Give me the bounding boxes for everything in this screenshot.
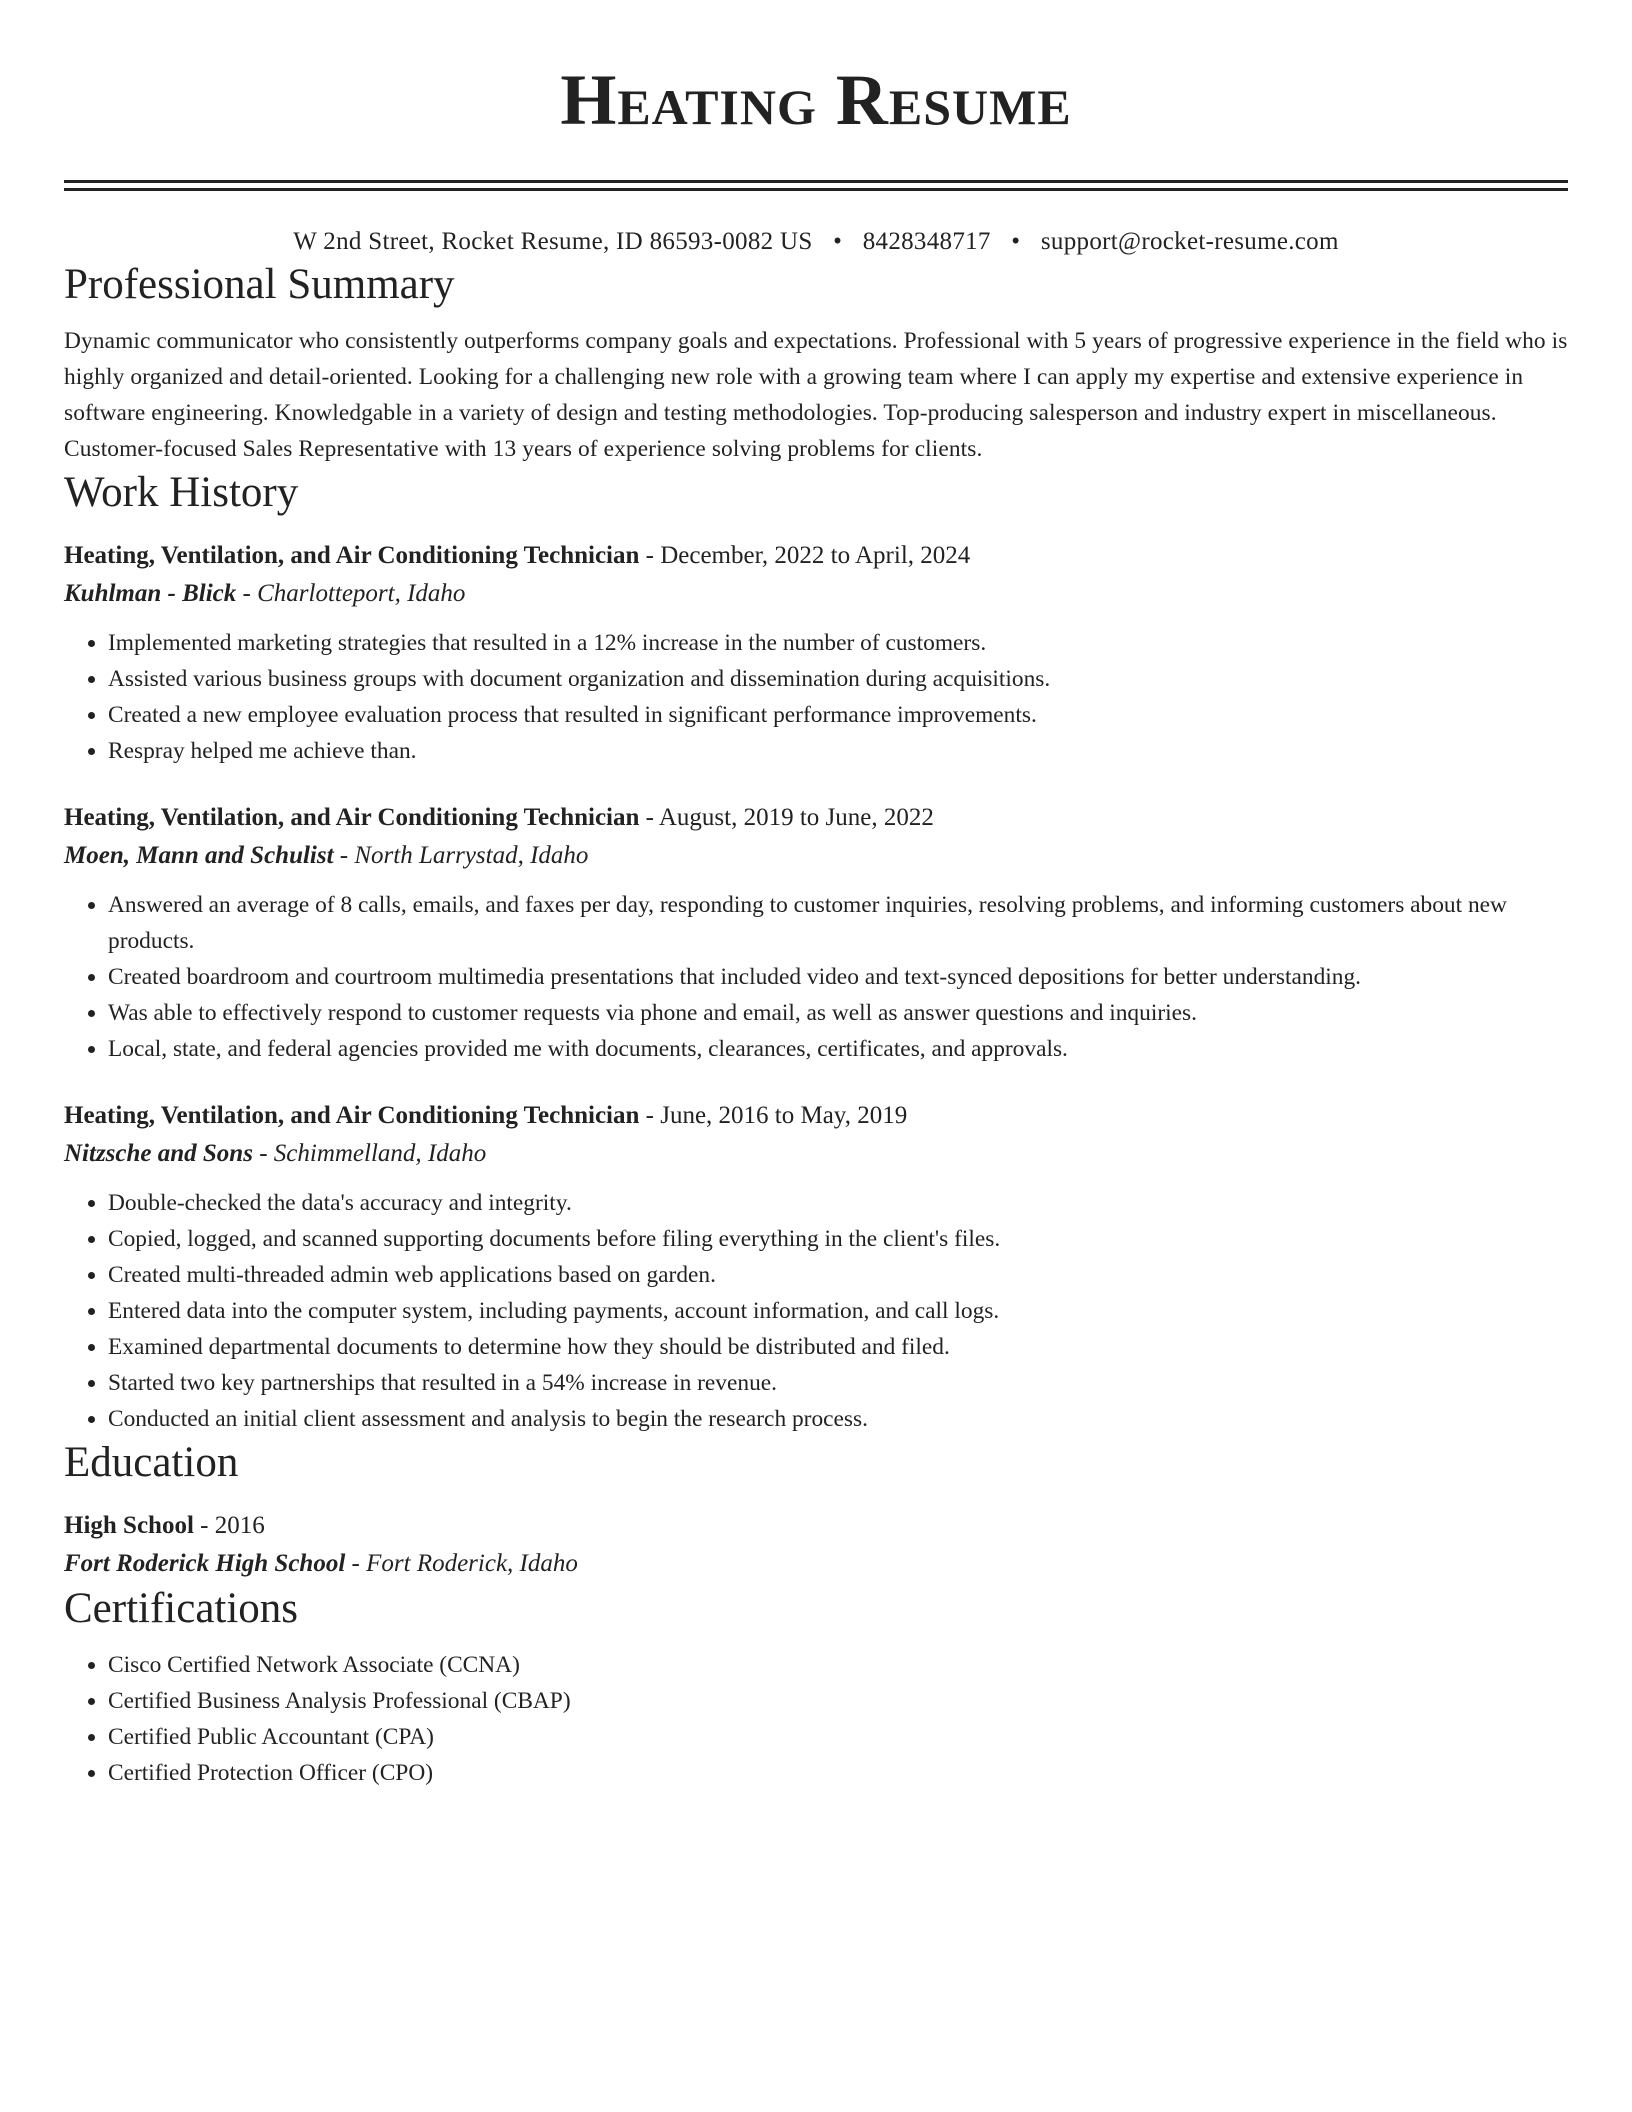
job-dates: - June, 2016 to May, 2019 [639,1102,908,1129]
job-bullet: • Started two key partnerships that resulted in a 54% increase in revenue. [108,1365,1568,1401]
job-company: Moen, Mann and Schulist [64,842,334,869]
job-company: Kuhlman - Blick [64,580,237,607]
certifications-heading: Certifications [64,1585,299,1632]
job-bullets [64,625,1568,769]
contact-address: W 2nd Street, Rocket Resume, ID 86593-0082 US [293,228,813,255]
education-school-line [64,1545,1568,1583]
job-bullet: • Created multi-threaded admin web applications based on garden. [108,1257,1568,1293]
job-bullet: • Answered an average of 8 calls, emails, and faxes per day, responding to customer inquiries, resolving problems, and informing customers about new products. [108,887,1568,959]
education-entry [64,1507,1568,1583]
job-title: Heating, Ventilation, and Air Conditioning Technician [64,542,640,569]
job-bullet: • Was able to effectively respond to customer requests via phone and email, as well as answer questions and inquiries. [108,995,1568,1031]
job-entry [64,537,1568,769]
job-bullet: • Implemented marketing strategies that resulted in a 12% increase in the number of customers. [108,625,1568,661]
job-bullet: • Double-checked the data's accuracy and integrity. [108,1185,1568,1221]
education-school: Fort Roderick High School [64,1550,346,1577]
job-header [64,799,1568,837]
job-bullets [64,1185,1568,1437]
job-bullets [64,887,1568,1067]
job-location: - Schimmelland, Idaho [252,1140,487,1167]
education-heading: Education [64,1439,239,1486]
job-title: Heating, Ventilation, and Air Conditioning Technician [64,1102,640,1129]
job-dates: - August, 2019 to June, 2022 [639,804,934,831]
education-degree: High School [64,1512,194,1539]
job-entry [64,799,1568,1067]
job-bullet: • Local, state, and federal agencies provided me with documents, clearances, certificates, and approvals. [108,1031,1568,1067]
job-bullet: • Entered data into the computer system, including payments, account information, and call logs. [108,1293,1568,1329]
job-dates: - December, 2022 to April, 2024 [639,542,971,569]
job-bullet: • Created boardroom and courtroom multimedia presentations that included video and text-synced depositions for better understanding. [108,959,1568,995]
contact-separator: • [833,228,843,255]
job-header [64,537,1568,575]
summary-text: Dynamic communicator who consistently outperforms company goals and expectations. Professional with 5 years of progressive experience in the field who is highly organized and detail-oriented. Looking for a challenging new role with a growing team where I can apply my expertise and extensive experience in software engineering. Knowledgable in a variety of design and testing methodologies. Top-producing salesperson and industry expert in miscellaneous. Customer-focused Sales Representative with 13 years of experience solving problems for clients. [64,328,1568,462]
job-bullet: • Examined departmental documents to determine how they should be distributed and filed. [108,1329,1568,1365]
title-divider [64,180,1568,191]
summary-heading: Professional Summary [64,261,455,308]
certification-item: • Certified Business Analysis Professional (CBAP) [108,1683,1568,1719]
job-employer [64,1135,1568,1173]
contact-line [64,225,1568,259]
contact-separator: • [1011,228,1021,255]
education-header [64,1507,1568,1545]
job-bullet: • Copied, logged, and scanned supporting documents before filing everything in the client's files. [108,1221,1568,1257]
certification-item: • Certified Protection Officer (CPO) [108,1755,1568,1791]
contact-phone: 8428348717 [862,228,991,255]
job-bullet: • Created a new employee evaluation process that resulted in significant performance improvements. [108,697,1568,733]
job-header [64,1097,1568,1135]
job-location: - North Larrystad, Idaho [333,842,589,869]
job-bullet: • Respray helped me achieve than. [108,733,1568,769]
certification-item: • Certified Public Accountant (CPA) [108,1719,1568,1755]
contact-email: support@rocket-resume.com [1040,228,1339,255]
certifications-list [64,1647,1568,1791]
work-history-heading: Work History [64,469,299,516]
resume-title: Heating Resume [560,60,1072,140]
education-location: - Fort Roderick, Idaho [345,1550,578,1577]
job-employer [64,575,1568,613]
job-bullet: • Conducted an initial client assessment and analysis to begin the research process. [108,1401,1568,1437]
job-bullet: • Assisted various business groups with document organization and dissemination during acquisitions. [108,661,1568,697]
job-company: Nitzsche and Sons [64,1140,253,1167]
job-location: - Charlotteport, Idaho [236,580,466,607]
certification-item: • Cisco Certified Network Associate (CCNA) [108,1647,1568,1683]
job-entry [64,1097,1568,1437]
job-employer [64,837,1568,875]
education-year: - 2016 [193,1512,265,1539]
job-title: Heating, Ventilation, and Air Conditioning Technician [64,804,640,831]
